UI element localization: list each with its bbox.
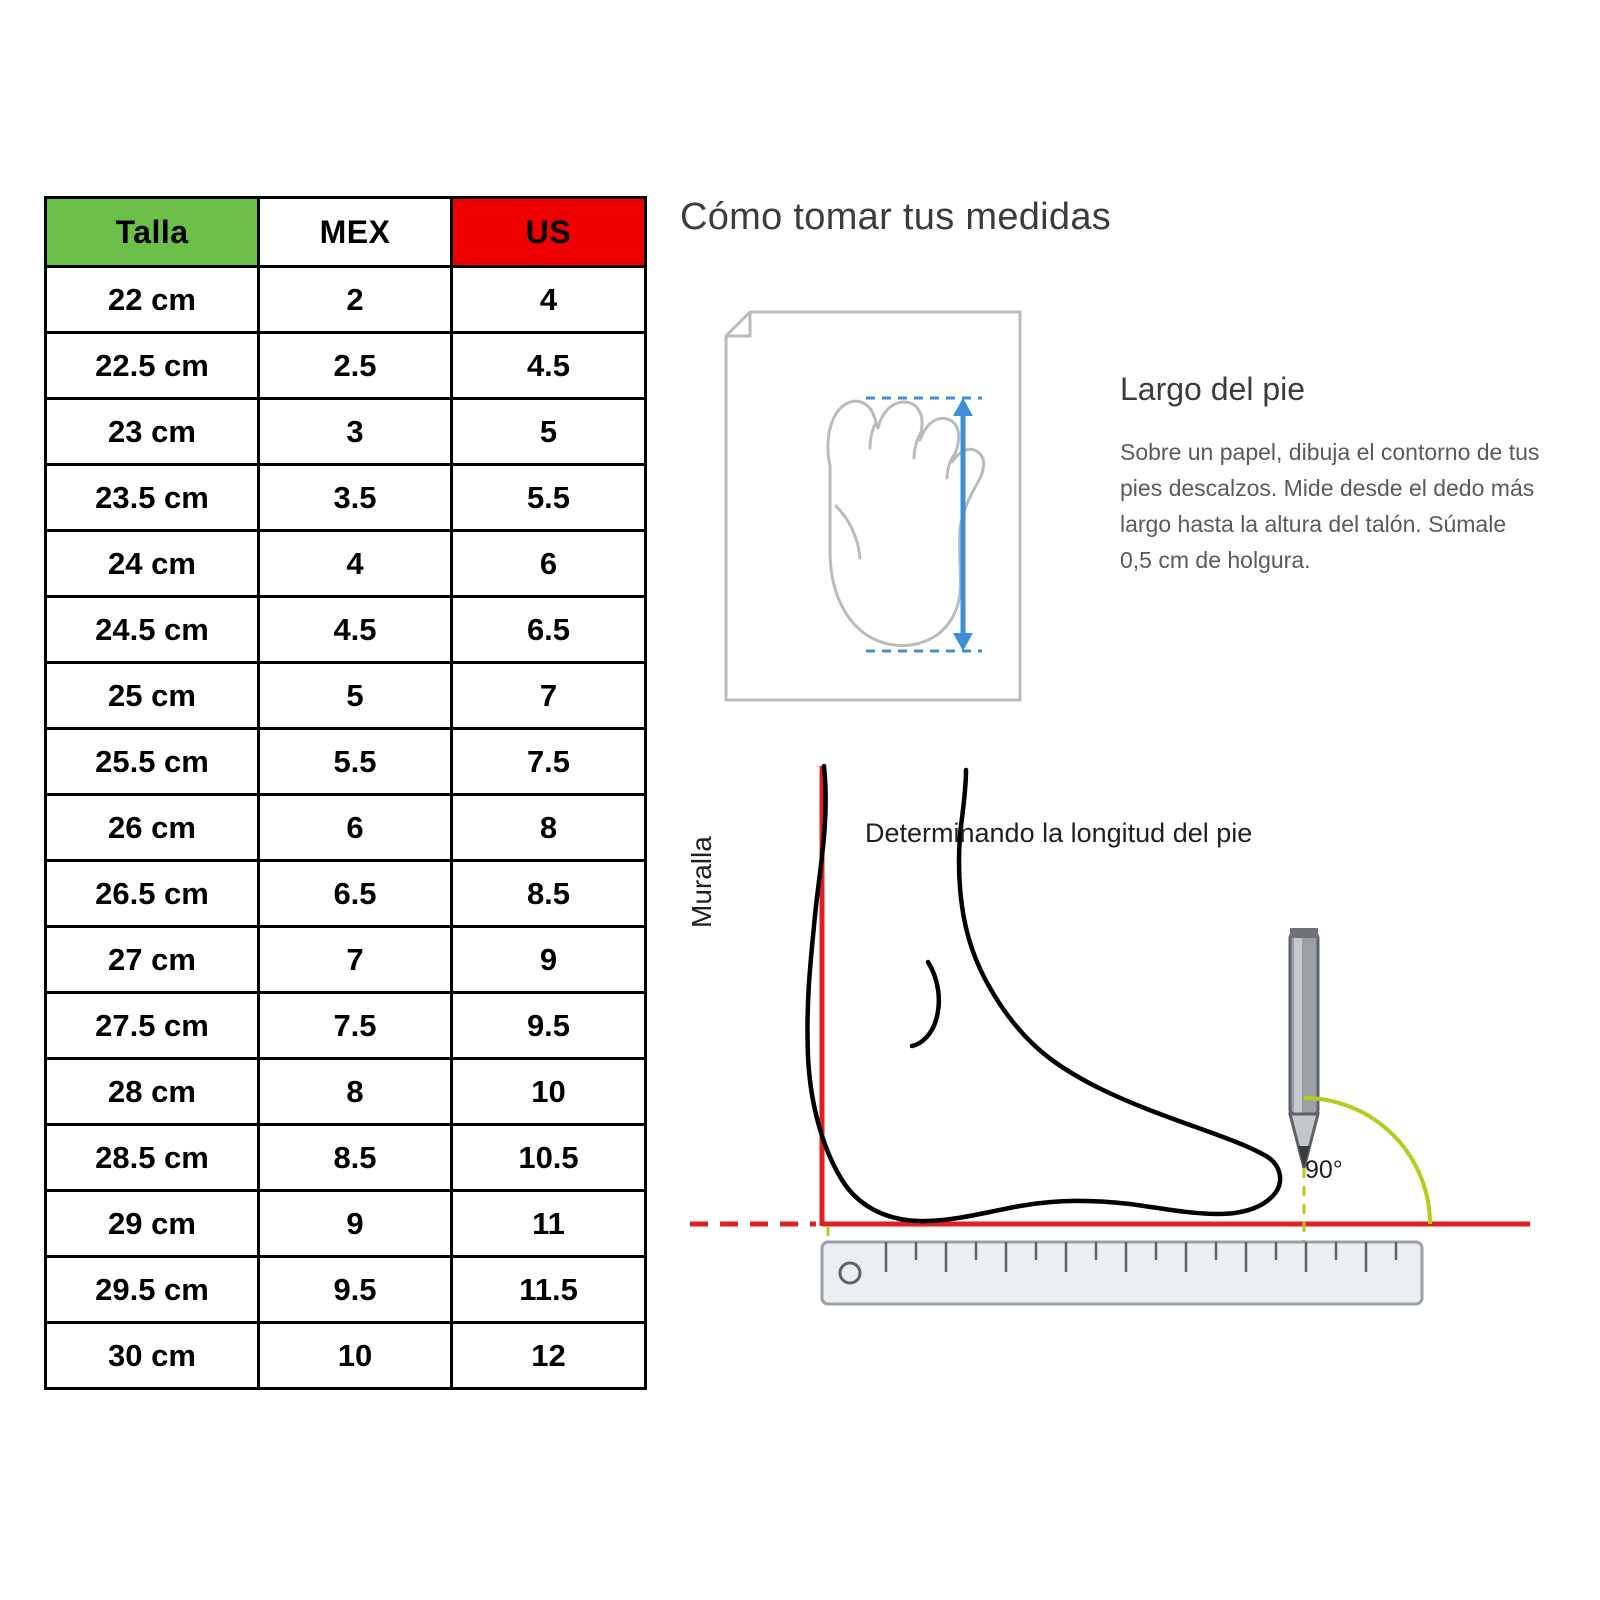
angle-label: 90°: [1305, 1156, 1343, 1184]
wall-label: Muralla: [686, 836, 717, 928]
table-row: [46, 1257, 646, 1323]
table-cell: 22 cm: [46, 267, 259, 333]
table-cell: 6.5: [259, 861, 452, 927]
pencil-illustration: [1290, 928, 1318, 1168]
page-title: Cómo tomar tus medidas: [680, 196, 1112, 238]
table-cell: 8.5: [452, 861, 646, 927]
table-row: [46, 267, 646, 333]
table-cell: 2: [259, 267, 452, 333]
table-cell: 24.5 cm: [46, 597, 259, 663]
table-cell: 26 cm: [46, 795, 259, 861]
table-cell: 12: [452, 1323, 646, 1389]
table-cell: 29.5 cm: [46, 1257, 259, 1323]
table-cell: 6: [259, 795, 452, 861]
table-cell: 27.5 cm: [46, 993, 259, 1059]
table-row: [46, 861, 646, 927]
table-cell: 9.5: [452, 993, 646, 1059]
table-cell: 10.5: [452, 1125, 646, 1191]
table-cell: 4.5: [452, 333, 646, 399]
table-cell: 29 cm: [46, 1191, 259, 1257]
table-row: [46, 333, 646, 399]
table-cell: 5.5: [452, 465, 646, 531]
table-row: [46, 597, 646, 663]
column-header-talla: Talla: [46, 198, 259, 267]
table-cell: 4.5: [259, 597, 452, 663]
table-header-row: [46, 198, 646, 267]
table-cell: 5: [452, 399, 646, 465]
section-subtitle: Largo del pie: [1120, 371, 1306, 407]
column-header-us: US: [452, 198, 646, 267]
table-cell: 7.5: [452, 729, 646, 795]
table-cell: 7.5: [259, 993, 452, 1059]
table-cell: 5.5: [259, 729, 452, 795]
table-row: [46, 1059, 646, 1125]
table-cell: 8.5: [259, 1125, 452, 1191]
size-chart-container: [44, 196, 644, 1390]
table-cell: 27 cm: [46, 927, 259, 993]
table-row: [46, 663, 646, 729]
size-chart-table: [44, 196, 647, 1390]
table-cell: 25.5 cm: [46, 729, 259, 795]
measurement-guide-panel: [680, 196, 1560, 1396]
foot-length-text-block: [1120, 371, 1540, 578]
table-cell: 11.5: [452, 1257, 646, 1323]
table-row: [46, 795, 646, 861]
table-row: [46, 399, 646, 465]
table-row: [46, 927, 646, 993]
table-cell: 23 cm: [46, 399, 259, 465]
table-cell: 9.5: [259, 1257, 452, 1323]
table-cell: 28 cm: [46, 1059, 259, 1125]
table-cell: 24 cm: [46, 531, 259, 597]
table-cell: 8: [452, 795, 646, 861]
table-cell: 23.5 cm: [46, 465, 259, 531]
diagram-title: Determinando la longitud del pie: [865, 818, 1253, 848]
table-cell: 10: [452, 1059, 646, 1125]
table-cell: 6.5: [452, 597, 646, 663]
column-header-mex: MEX: [259, 198, 452, 267]
table-row: [46, 1191, 646, 1257]
table-row: [46, 1125, 646, 1191]
table-cell: 3: [259, 399, 452, 465]
table-cell: 3.5: [259, 465, 452, 531]
instructions-text: Sobre un papel, dibuja el contorno de tus pies descalzos. Mide desde el dedo más largo hasta la altura del talón. Súmale 0,5 cm de holgura.: [1120, 439, 1540, 573]
table-cell: 11: [452, 1191, 646, 1257]
table-row: [46, 993, 646, 1059]
table-cell: 26.5 cm: [46, 861, 259, 927]
table-cell: 6: [452, 531, 646, 597]
table-cell: 9: [259, 1191, 452, 1257]
table-cell: 7: [452, 663, 646, 729]
table-cell: 9: [452, 927, 646, 993]
ruler-illustration: [822, 1242, 1422, 1304]
table-row: [46, 531, 646, 597]
table-cell: 8: [259, 1059, 452, 1125]
table-cell: 4: [259, 531, 452, 597]
table-cell: 4: [452, 267, 646, 333]
table-row: [46, 1323, 646, 1389]
table-cell: 30 cm: [46, 1323, 259, 1389]
foot-length-diagram: [686, 756, 1550, 1336]
table-cell: 10: [259, 1323, 452, 1389]
table-cell: 2.5: [259, 333, 452, 399]
table-cell: 22.5 cm: [46, 333, 259, 399]
table-cell: 28.5 cm: [46, 1125, 259, 1191]
table-row: [46, 465, 646, 531]
foot-outline-illustration: [720, 306, 1030, 706]
table-cell: 7: [259, 927, 452, 993]
table-cell: 25 cm: [46, 663, 259, 729]
table-cell: 5: [259, 663, 452, 729]
table-row: [46, 729, 646, 795]
